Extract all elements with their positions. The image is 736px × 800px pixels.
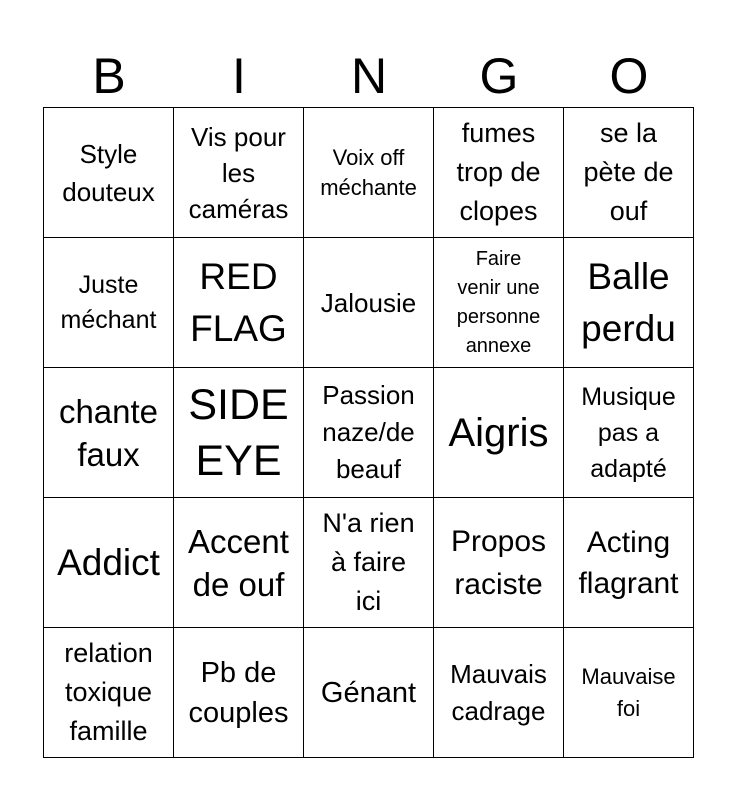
cell-text: Génant — [320, 676, 417, 709]
cell-text: Jalousie — [320, 287, 417, 318]
cell-text: Mauvais cadrage — [450, 658, 547, 726]
bingo-cell[interactable] — [434, 368, 564, 498]
bingo-cell[interactable] — [304, 238, 434, 368]
bingo-cell[interactable] — [434, 498, 564, 628]
bingo-cell[interactable] — [44, 498, 174, 628]
bingo-cell[interactable] — [304, 108, 434, 238]
header-letter-b: B — [92, 48, 126, 104]
cell-text: Pb de couples — [188, 656, 289, 729]
cell-text: Style douteux — [62, 138, 155, 207]
cell-text: Mauvaise foi — [581, 663, 676, 721]
bingo-cell[interactable] — [304, 368, 434, 498]
bingo-cell[interactable] — [564, 108, 694, 238]
bingo-cell[interactable] — [44, 108, 174, 238]
bingo-grid — [43, 107, 694, 758]
bingo-cell[interactable] — [174, 498, 304, 628]
bingo-cell[interactable] — [434, 628, 564, 758]
bingo-cell[interactable] — [174, 368, 304, 498]
cell-text: Acting flagrant — [578, 525, 679, 600]
bingo-cell[interactable] — [44, 628, 174, 758]
cell-text: SIDE EYE — [188, 380, 289, 485]
cell-text: Passion naze/de beauf — [322, 380, 415, 484]
bingo-cell[interactable] — [174, 628, 304, 758]
bingo-cell[interactable] — [174, 238, 304, 368]
cell-text: Addict — [57, 541, 160, 583]
header-letter-i: I — [232, 48, 246, 104]
cell-text: Faire venir une personne annexe — [456, 247, 541, 357]
bingo-cell[interactable] — [304, 498, 434, 628]
cell-text: Musique pas a adapté — [581, 382, 676, 483]
cell-text: relation toxique famille — [64, 638, 153, 746]
cell-text: Aigris — [448, 410, 549, 455]
bingo-cell[interactable] — [434, 238, 564, 368]
bingo-cell[interactable] — [174, 108, 304, 238]
cell-text: se la pète de ouf — [583, 118, 674, 226]
bingo-cell[interactable] — [564, 498, 694, 628]
cell-text: N'a rien à faire ici — [322, 508, 415, 616]
cell-text: Vis pour les caméras — [188, 121, 289, 224]
bingo-cell[interactable] — [564, 238, 694, 368]
bingo-header — [44, 44, 694, 108]
header-letter-g: G — [479, 48, 519, 104]
cell-text: Balle perdu — [581, 255, 676, 349]
cell-text: Propos raciste — [450, 524, 547, 601]
cell-text: chante faux — [58, 392, 159, 473]
bingo-cell[interactable] — [434, 108, 564, 238]
bingo-cell[interactable] — [564, 368, 694, 498]
bingo-cell[interactable] — [44, 368, 174, 498]
cell-text: fumes trop de clopes — [456, 118, 541, 226]
header-letter-o: O — [609, 48, 649, 104]
header-letter-n: N — [350, 48, 388, 104]
cell-text: Juste méchant — [60, 270, 157, 334]
bingo-cell[interactable] — [564, 628, 694, 758]
bingo-cell[interactable] — [304, 628, 434, 758]
cell-text: RED FLAG — [190, 255, 287, 349]
cell-text: Accent de ouf — [188, 522, 289, 603]
bingo-cell[interactable] — [44, 238, 174, 368]
cell-text: Voix off méchante — [320, 144, 417, 200]
